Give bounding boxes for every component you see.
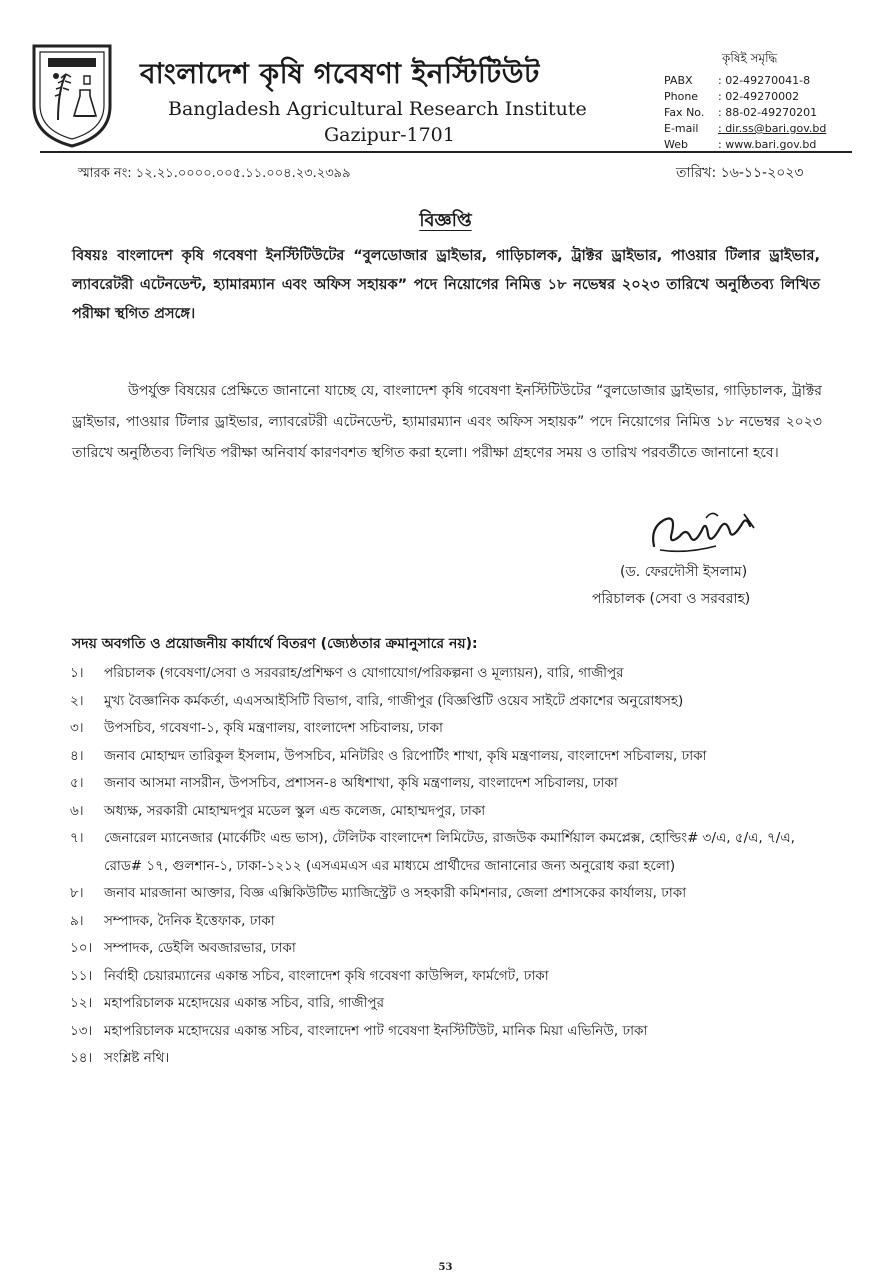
item-number: ১১।: [70, 967, 93, 984]
item-number: ৪।: [70, 747, 84, 764]
contact-label: E-mail: [664, 122, 699, 135]
contact-label: Phone: [664, 90, 699, 103]
item-number: ৮।: [70, 885, 84, 901]
item-text: পরিচালক (গবেষণা/সেবা ও সরবরাহ/প্রশিক্ষণ ও যোগাযোগ/পরিকল্পনা ও মূল্যায়ন), বারি, গাজীপুর: [104, 665, 624, 681]
signatory-title: পরিচালক (সেবা ও সরবরাহ): [592, 591, 751, 607]
memo-number: স্মারক নং: ১২.২১.০০০০.০০৫.১১.০০৪.২৩.২৩৯৯: [78, 166, 351, 181]
item-text: সম্পাদক, দৈনিক ইত্তেফাক, ঢাকা: [104, 912, 275, 929]
notice-heading: [0, 206, 891, 237]
list-item: [70, 990, 830, 1018]
item-number: ১।: [70, 665, 84, 681]
item-number: ১৩।: [70, 1022, 93, 1039]
page-number: 53: [438, 1262, 453, 1273]
item-text: মুখ্য বৈজ্ঞানিক কর্মকর্তা, এএসআইসিটি বিভাগ, বারি, গাজীপুর (বিজ্ঞপ্তিটি ওয়েব সাইটে প্রকাশের অনুরোধসহ): [104, 692, 684, 709]
distribution-heading: সদয় অবগতি ও প্রয়োজনীয় কার্যার্থে বিতরণ (জ্যেষ্ঠতার ক্রমানুসারে নয়):: [72, 636, 478, 652]
notice-subject: [72, 242, 820, 329]
org-name-bangla: বাংলাদেশ কৃষি গবেষণা ইনস্টিটিউট: [140, 57, 540, 90]
motto: কৃষিই সমৃদ্ধি: [722, 51, 778, 65]
letterhead-divider: [40, 151, 852, 153]
contact-email: [664, 121, 826, 136]
contact-value: : dir.ss@bari.gov.bd: [718, 122, 827, 135]
item-text: অধ্যক্ষ, সরকারী মোহাম্মদপুর মডেল স্কুল এন্ড কলেজ, মোহাম্মদপুর, ঢাকা: [104, 802, 486, 819]
item-number: ১০।: [70, 940, 93, 956]
item-text: জেনারেল ম্যানেজার (মার্কেটিং এন্ড ভাস), টেলিটক বাংলাদেশ লিমিটেড, রাজউক কমার্শিয়াল কমপ্লেক্স, হোল্ডিং# ৩/এ, ৫/এ, ৭/এ, রোড# ১৭, গুলশান-১, ঢাকা-১২১২ (এসএমএস এর মাধ্যমে প্রার্থীদের জানানোর জন্য অনুরোধ করা হলো): [104, 830, 795, 874]
contact-phone: [664, 89, 799, 104]
notice-heading-text: বিজ্ঞপ্তি: [419, 210, 472, 231]
item-number: ৩।: [70, 720, 84, 736]
list-item: [70, 1018, 830, 1046]
item-number: ৯।: [70, 912, 84, 929]
handwritten-signature-icon: [646, 506, 766, 560]
signatory-name: (ড. ফেরদৌসী ইসলাম): [620, 564, 748, 580]
contact-value: : 88-02-49270201: [718, 106, 818, 119]
contact-label: Fax No.: [664, 106, 705, 119]
list-item: [70, 908, 830, 936]
list-item: [70, 715, 830, 743]
list-item: [70, 935, 830, 963]
contact-fax: [664, 105, 817, 120]
list-item: [70, 770, 830, 798]
list-item: [70, 798, 830, 826]
item-text: জনাব আসমা নাসরীন, উপসচিব, প্রশাসন-৪ অধিশাখা, কৃষি মন্ত্রণালয়, বাংলাদেশ সচিবালয়, ঢাকা: [104, 775, 618, 791]
contact-value: : www.bari.gov.bd: [718, 138, 817, 151]
org-name-english: Bangladesh Agricultural Research Institute: [168, 98, 587, 120]
org-city: Gazipur-1701: [324, 124, 455, 146]
contact-label: Web: [664, 138, 688, 151]
contact-value: : 02-49270002: [718, 90, 800, 103]
list-item: [70, 880, 830, 908]
item-text: সম্পাদক, ডেইলি অবজারভার, ঢাকা: [104, 940, 296, 956]
subject-text: বাংলাদেশ কৃষি গবেষণা ইনস্টিটিউটের “বুলডোজার ড্রাইভার, গাড়িচালক, ট্রাক্টর ড্রাইভার, পাওয়ার টিলার ড্রাইভার, ল্যাবরেটরী এটেনডেন্ট, হ্যামারম্যান এবং অফিস সহায়ক” পদে নিয়োগের নিমিত্ত ১৮ নভেম্বর ২০২৩ তারিখে অনুষ্ঠিতব্য লিখিত পরীক্ষা স্থগিত প্রসঙ্গে।: [72, 248, 820, 322]
item-text: মহাপরিচালক মহোদয়ের একান্ত সচিব, বারি, গাজীপুর: [104, 995, 385, 1011]
item-number: ১২।: [70, 995, 93, 1011]
subject-label: বিষয়ঃ: [72, 248, 109, 264]
list-item: [70, 743, 830, 771]
item-text: জনাব মারজানা আক্তার, বিজ্ঞ এক্সিকিউটিভ ম্যাজিস্ট্রেট ও সহকারী কমিশনার, জেলা প্রশাসকের কার্যালয়, ঢাকা: [104, 885, 687, 901]
notice-body: [72, 376, 822, 469]
distribution-list: [70, 660, 830, 1073]
item-number: ৭।: [70, 830, 84, 846]
notice-body-text: উপর্যুক্ত বিষয়ের প্রেক্ষিতে জানানো যাচ্ছে যে, বাংলাদেশ কৃষি গবেষণা ইনস্টিটিউটের “বুলডোজার ড্রাইভার, গাড়িচালক, ট্রাক্টর ড্রাইভার, পাওয়ার টিলার ড্রাইভার, ল্যাবরেটরী এটেনডেন্ট, হ্যামারম্যান এবং অফিস সহায়ক” পদে নিয়োগের নিমিত্ত ১৮ নভেম্বর ২০২৩ তারিখে অনুষ্ঠিতব্য লিখিত পরীক্ষা অনিবার্য কারণবশত স্থগিত করা হলো। পরীক্ষা গ্রহণের সময় ও তারিখ পরবর্তীতে জানানো হবে।: [72, 383, 822, 461]
contact-label: PABX: [664, 74, 693, 87]
item-text: উপসচিব, গবেষণা-১, কৃষি মন্ত্রণালয়, বাংলাদেশ সচিবালয়, ঢাকা: [104, 720, 443, 736]
notice-date: তারিখ: ১৬-১১-২০২৩: [676, 165, 804, 181]
list-item: [70, 660, 830, 688]
item-number: ২।: [70, 692, 84, 709]
item-text: জনাব মোহাম্মদ তারিকুল ইসলাম, উপসচিব, মনিটরিং ও রিপোর্টিং শাখা, কৃষি মন্ত্রণালয়, বাংলাদেশ সচিবালয়, ঢাকা: [104, 747, 707, 764]
list-item: [70, 688, 830, 716]
list-item: [70, 1045, 830, 1073]
list-item: [70, 963, 830, 991]
contact-value: : 02-49270041-8: [718, 74, 811, 87]
item-number: ৫।: [70, 775, 84, 791]
bari-emblem-icon: [28, 40, 116, 150]
list-item: [70, 825, 830, 880]
item-text: মহাপরিচালক মহোদয়ের একান্ত সচিব, বাংলাদেশ পাট গবেষণা ইনস্টিটিউট, মানিক মিয়া এভিনিউ, ঢাকা: [104, 1022, 648, 1039]
item-number: ১৪।: [70, 1050, 93, 1066]
contact-pabx: [664, 73, 810, 88]
item-number: ৬।: [70, 802, 84, 819]
item-text: সংশ্লিষ্ট নথি।: [104, 1050, 170, 1066]
contact-web: [664, 137, 816, 152]
item-text: নির্বাহী চেয়ারম্যানের একান্ত সচিব, বাংলাদেশ কৃষি গবেষণা কাউন্সিল, ফার্মগেট, ঢাকা: [104, 967, 549, 984]
